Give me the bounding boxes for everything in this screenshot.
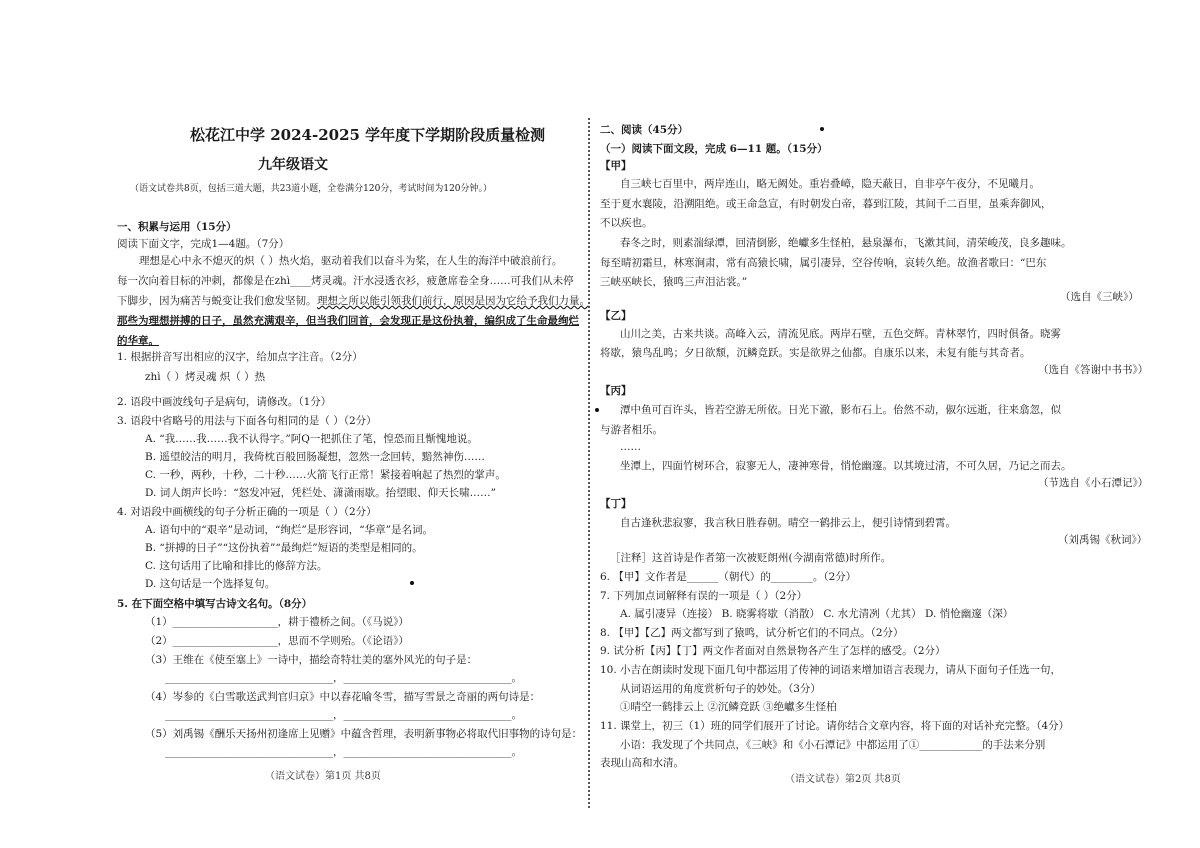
question-7: 7. 下列加点词解释有误的一项是（ ）（2分） (600, 590, 808, 602)
reading-subsection-1: （一）阅读下面文段，完成 6—11 题。（15分） (600, 143, 828, 155)
question-1-items: zhì（ ）烤灵魂 炽（ ）热 (145, 371, 266, 383)
bing-ellipsis: …… (620, 441, 641, 453)
q4-option-c: C. 这句话用了比喻和排比的修辞方法。 (145, 560, 328, 572)
jia-line-1: 自三峡七百里中，两岸连山，略无阙处。重岩叠嶂，隐天蔽日，自非亭午夜分，不见曦月。 (620, 178, 1040, 190)
q5-blank-5: （5）刘禹锡《酬乐天扬州初逢席上见赠》中蕴含哲理，表明新事物必将取代旧事物的诗句是： (145, 728, 583, 740)
yi-line-2: 将歇，猿鸟乱鸣；夕日欲颓，沉鳞竞跃。实是欲界之仙都。自康乐以来，未复有能与其奇者。 (600, 347, 1031, 359)
yi-source: （选自《答谢中书书》） (1038, 364, 1149, 376)
question-10-cont: 从词语运用的角度赏析句子的妙处。（3分） (620, 683, 821, 695)
ding-poem: 自古逢秋悲寂寥，我言秋日胜春朝。晴空一鹤排云上，便引诗情到碧霄。 (620, 517, 956, 529)
scan-speck (595, 408, 599, 412)
section-2-heading: 二、阅读（45分） (600, 124, 689, 136)
passage-line-2: 每一次向着目标的冲刺，都像是在zhì____烤灵魂。汗水浸透衣衫，疲惫席卷全身……可我们从未停 (117, 275, 574, 287)
passage-line-1: 理想是心中永不熄灭的炽（ ）热火焰，驱动着我们以奋斗为桨，在人生的海洋中破浪前行。 (139, 255, 563, 267)
text-yi-label: 【乙】 (600, 310, 632, 322)
q10-sentences: ①晴空一鹤排云上 ②沉鳞竞跃 ③绝巘多生怪柏 (620, 701, 837, 713)
passage-line-5: 的华章。 (117, 335, 159, 347)
q3-option-d: D. 词人朗声长吟：“怒发冲冠，凭栏处、潇潇雨歇。抬望眼、仰天长啸……” (145, 487, 496, 499)
text-ding-label: 【丁】 (600, 498, 632, 510)
text-bing-label: 【丙】 (600, 385, 632, 397)
jia-line-2: 至于夏水襄陵，沿溯阻绝。或王命急宣，有时朝发白帝，暮到江陵，其间千二百里，虽乘奔御风， (600, 198, 1052, 210)
page-2-footer: （语文试卷）第2页 共8页 (785, 774, 901, 785)
question-1: 1. 根据拼音写出相应的汉字，给加点字注音。（2分） (117, 351, 363, 363)
ding-annotation: ［注释］这首诗是作者第一次被贬朗州(今湖南常德)时所作。 (610, 552, 892, 564)
exam-title: 松花江中学 2024-2025 学年度下学期阶段质量检测 (190, 126, 546, 144)
q5-blank-3-line: ________________________________，________________________________。 (165, 672, 522, 684)
exam-subject: 九年级语文 (258, 157, 328, 173)
q4-option-d: D. 这句话是一个选择复句。 (145, 578, 276, 590)
jia-line-3: 不以疾也。 (600, 217, 653, 229)
question-3: 3. 语段中省略号的用法与下面各句相同的是（ ）（2分） (117, 415, 377, 427)
q5-blank-5-line: ________________________________，________________________________。 (165, 746, 522, 758)
page-1 (0, 0, 590, 848)
page-2 (590, 0, 1200, 848)
reading-intro: 阅读下面文字，完成1—4题。（7分） (117, 238, 290, 250)
passage-line-4: 那些为理想拼搏的日子，虽然充满艰辛，但当我们回首，会发现正是这份执着，编织成了生命最绚烂 (117, 315, 579, 327)
q4-option-b: B. “拼搏的日子”“这份执着”“最绚烂”短语的类型是相同的。 (145, 542, 423, 554)
yi-line-1: 山川之美，古来共谈。高峰入云，清流见底。两岸石壁，五色交辉。青林翠竹，四时俱备。晓雾 (620, 328, 1061, 340)
page-1-footer: （语文试卷）第1页 共8页 (265, 771, 381, 782)
question-10: 10. 小吉在朗读时发现下面几句中都运用了传神的词语来增加语言表现力，请从下面句子任选一句， (600, 664, 1062, 676)
ding-source: （刘禹锡《秋词》） (1058, 534, 1148, 546)
q11-dialogue-2: 表现山高和水清。 (600, 757, 684, 769)
q5-blank-4: （4）岑参的《白雪歌送武判官归京》中以春花喻冬雪，描写雪景之奇丽的两句诗是： (145, 691, 541, 703)
jia-line-6: 三峡巫峡长，猿鸣三声泪沾裳。” (600, 276, 748, 288)
wavy-underlined-sentence: 理想之所以能引领我们前行，原因是因为它给予我们力量。 (317, 295, 590, 307)
bing-line-4: 坐潭上，四面竹树环合，寂寥无人，凄神寒骨，悄怆幽邃。以其境过清，不可久居，乃记之而去。 (620, 460, 1072, 472)
q5-blank-3: （3）王维在《使至塞上》一诗中，描绘奇特壮美的塞外风光的句子是： (145, 654, 478, 666)
q3-option-b: B. 遥望皎洁的明月，我倚枕百般回肠凝想，忽然一念回转，黯然神伤…… (145, 451, 485, 463)
question-6: 6. 【甲】文作者是______（朝代）的________。（2分） (600, 571, 857, 583)
q5-blank-1: （1）____________________，耕于禮桥之间。（《马说》） (145, 616, 409, 628)
exam-note: （语文试卷共8页，包括三道大题，共23道小题，全卷满分120分，考试时间为120分钟。） (130, 184, 493, 194)
scan-speck (820, 127, 824, 131)
passage-line-3a: 下脚步，因为痛苦与蜕变让我们愈发坚韧。 (117, 295, 317, 307)
jia-line-5: 每至晴初霜旦，林寒涧肃，常有高猿长啸，属引凄异，空谷传响，哀转久绝。故渔者歌曰：“巴东 (600, 257, 1047, 269)
q3-option-c: C. 一秒，两秒，十秒，二十秒……火箭飞行正常！紧接着响起了热烈的掌声。 (145, 469, 506, 481)
question-8: 8. 【甲】【乙】两文都写到了猿鸣，试分析它们的不同点。（2分） (600, 627, 904, 639)
bing-line-1: 潭中鱼可百许头，皆若空游无所依。日光下澈，影布石上。佁然不动，俶尔远逝，往来翕忽，似 (620, 404, 1061, 416)
question-4: 4. 对语段中画横线的句子分析正确的一项是（ ）（2分） (117, 506, 377, 518)
jia-source: （选自《三峡》） (1060, 291, 1139, 303)
question-11: 11. 课堂上，初三（1）班的同学们展开了讨论。请你结合文章内容，将下面的对话补充完整。（4分） (600, 720, 1070, 732)
question-9: 9. 试分析【丙】【丁】两文作者面对自然景物各产生了怎样的感受。（2分） (600, 645, 946, 657)
q3-option-a: A. “我……我……我不认得字。”阿Q一把抓住了笔，惶恐而且惭愧地说。 (145, 433, 478, 445)
scan-speck (410, 581, 414, 585)
question-5: 5. 在下面空格中填写古诗文名句。（8分） (117, 598, 313, 610)
bing-line-2: 与游者相乐。 (600, 424, 663, 436)
bing-source: （节选自《小石潭记》） (1038, 477, 1149, 489)
question-2: 2. 语段中画波线句子是病句，请修改。（1分） (117, 396, 332, 408)
jia-line-4: 春冬之时，则素湍绿潭，回清倒影，绝巘多生怪柏，悬泉瀑布，飞漱其间，清荣峻茂，良多趣味。 (620, 237, 1072, 249)
q5-blank-2: （2）____________________，思而不学则殆。（《论语》） (145, 635, 409, 647)
q5-blank-4-line: ________________________________，________________________________。 (165, 709, 522, 721)
q11-dialogue-1: 小语：我发现了个共同点，《三峡》和《小石潭记》中都运用了①____________的手法来分别 (620, 739, 1046, 751)
text-jia-label: 【甲】 (600, 160, 632, 172)
q4-option-a: A. 语句中的“艰辛”是动词，“绚烂”是形容词，“华章”是名词。 (145, 524, 433, 536)
section-1-heading: 一、积累与运用（15分） (117, 221, 237, 233)
q7-options: A. 属引凄异（连接） B. 晓雾将歇（消散） C. 水尤清冽（尤其） D. 悄怆幽邃（深） (620, 608, 1014, 620)
